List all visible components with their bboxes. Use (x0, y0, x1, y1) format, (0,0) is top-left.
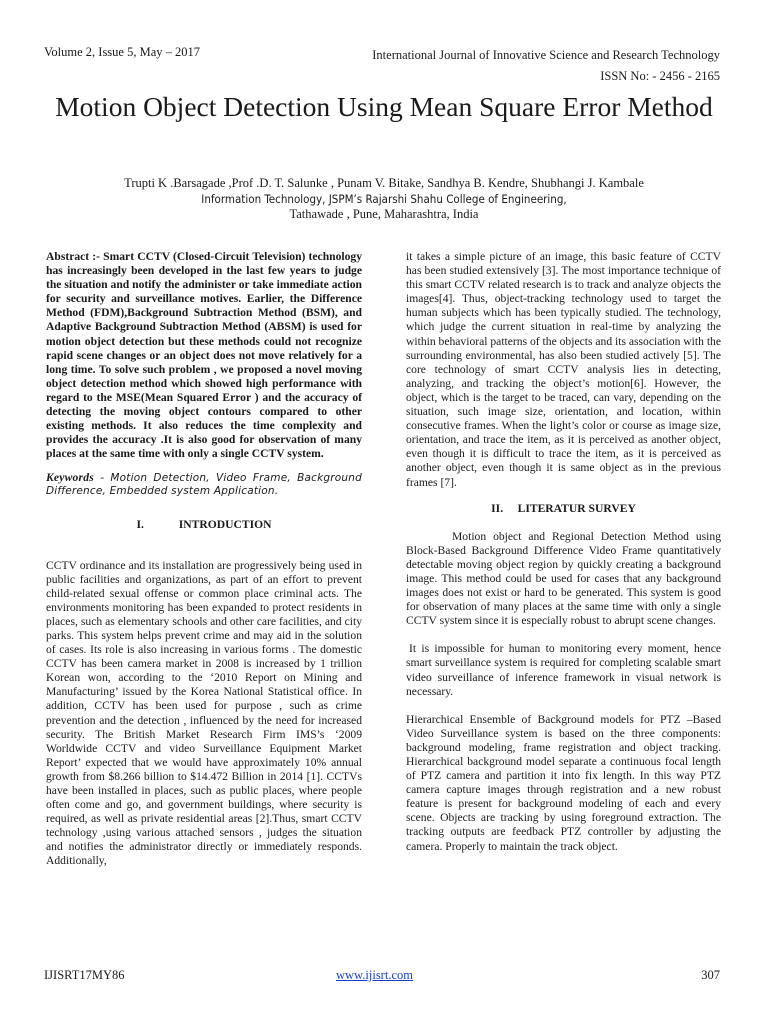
abstract: Abstract :- Smart CCTV (Closed-Circuit Television) technology has increasingly been developed in the last few years to judge the situation and notify the administer or take immediate action for security and surveillance motives. Earlier, the Difference Method (FDM),Background Subtraction Method (BSM), and Adaptive Background Subtraction Method (ABSM) is used for motion object detection but these methods could not recognize rapid scene changes or an object does not move relatively for a long time. To solve such problem , we proposed a novel moving object detection method which showed high performance with regard to the MSE(Mean Squared Error ) and the accuracy of detecting the moving object contours compared to other existing methods. It also reduces the time complexity and provides the accuracy .It is also good for observation of many places at the same time with only a single CCTV system. (46, 250, 362, 461)
section-heading-literature-survey: II. LITERATUR SURVEY (491, 501, 636, 515)
introduction-continued: it takes a simple picture of an image, this basic feature of CCTV has been studied extensively [3]. The most importance technique of this smart CCTV related research is to track and analyze objects the images[4]. Thus, object-tracking technology used to target the human subjects which has been typically studied. The technology, which judge the current situation in real-time by analyzing the within behavioral patterns of the objects and its association with the surrounding environmental, has also been studied actively [5]. The core technology of smart CCTV analysis lies in detecting, analyzing, and tracking the object’s motion[6]. However, the object, which is the target to be traced, can vary, depending on the situation, such image size, orientation, and location, within consecutive frames. When the light’s color or course as image size, orientation, and trace the item, as it is perceived as another object, even though it is difficult to trace the item, as it is perceived as another object, even though it is same object as in the previous frames [7]. (406, 250, 721, 489)
header-volume: Volume 2, Issue 5, May – 2017 (44, 45, 201, 59)
affiliation-line-1: Information Technology, JSPM’s Rajarshi Shahu College of Engineering, (201, 192, 567, 206)
left-column (46, 250, 362, 869)
keywords-text: - Motion Detection, Video Frame, Background Difference, Embedded system Application. (46, 472, 362, 498)
keywords (46, 471, 362, 498)
header-journal: International Journal of Innovative Science and Research Technology (372, 48, 720, 62)
introduction-paragraph: CCTV ordinance and its installation are progressively being used in public facilities and organizations, as part of an effort to prevent child-related sexual offense or common place criminal acts. The environments monitoring has been expanded to protect residents in places, such as elementary schools and other care facilities, and city parks. This system helps prevent crime and may aid in the solution of cases. Its role is also increasing in various forms . The domestic CCTV has been camera market in 2008 is increased by 1 trillion Korean won, according to the ‘2010 Report on Mining and Manufacturing’ issued by the Korea National Statistical office. In addition, CCTV has been used for purpose , such as crime prevention and the detection , influenced by the need for increased security. The British Market Research Firm IMS’s ‘2009 Worldwide CCTV and video Surveillance Equipment Market Report’ expected that we would have approximately 10% annual growth from $8.266 billion to $14.472 Billion in 2014 [1]. CCTVs have been installed in places, such as public places, where people often come and go, and government buildings, where security is required, as well as private residential areas [2].Thus, smart CCTV technology ,using various attached sensors , judges the situation and notifies the administrator directly or immediately responds. Additionally, (46, 558, 362, 868)
paper-title: Motion Object Detection Using Mean Square Error Method (55, 91, 713, 122)
survey-paragraph-2: It is impossible for human to monitoring every moment, hence smart surveillance system is required for completing scalable smart video surveillance of inference framework in visual network is necessary. (406, 642, 721, 698)
header-journal-block (372, 45, 720, 87)
section-heading-introduction: I. INTRODUCTION (136, 518, 272, 532)
survey-paragraph-1: Motion object and Regional Detection Method using Block-Based Background Difference Video Frame quantitatively detectable moving object region by quickly creating a background image. This method could be used for cases that any background images does not exist or hard to be generated. This system is good for observation of many places at the same time with only a single CCTV system since it is especially robust to abrupt scene changes. (406, 529, 721, 628)
affiliation-line-2: Tathawade , Pune, Maharashtra, India (289, 207, 479, 221)
survey-paragraph-3: Hierarchical Ensemble of Background models for PTZ –Based Video Surveillance system is based on the three components: background modeling, frame registration and object tracking. Hierarchical background model separate a continuous focal length of PTZ camera and partition it into fix length. In this way PTZ camera capture images through registration and a new robust feature is present for background modeling of each and every scene. Objects are tracking by using foreground extraction. The tracking outputs are feedback PTZ controller by adjusting the camera. Properly to maintain the track object. (406, 712, 721, 853)
author-list: Trupti K .Barsagade ,Prof .D. T. Salunke , Punam V. Bitake, Sandhya B. Kendre, Shubhangi J. Kambale (124, 176, 644, 190)
header-issn: ISSN No: - 2456 - 2165 (600, 69, 720, 83)
footer-code: IJISRT17MY86 (44, 968, 125, 982)
right-column (406, 250, 721, 854)
footer-url-link[interactable]: www.ijisrt.com (336, 968, 413, 982)
footer-page-number: 307 (701, 968, 720, 982)
keywords-label: Keywords (46, 471, 94, 485)
affiliation (30, 192, 738, 222)
